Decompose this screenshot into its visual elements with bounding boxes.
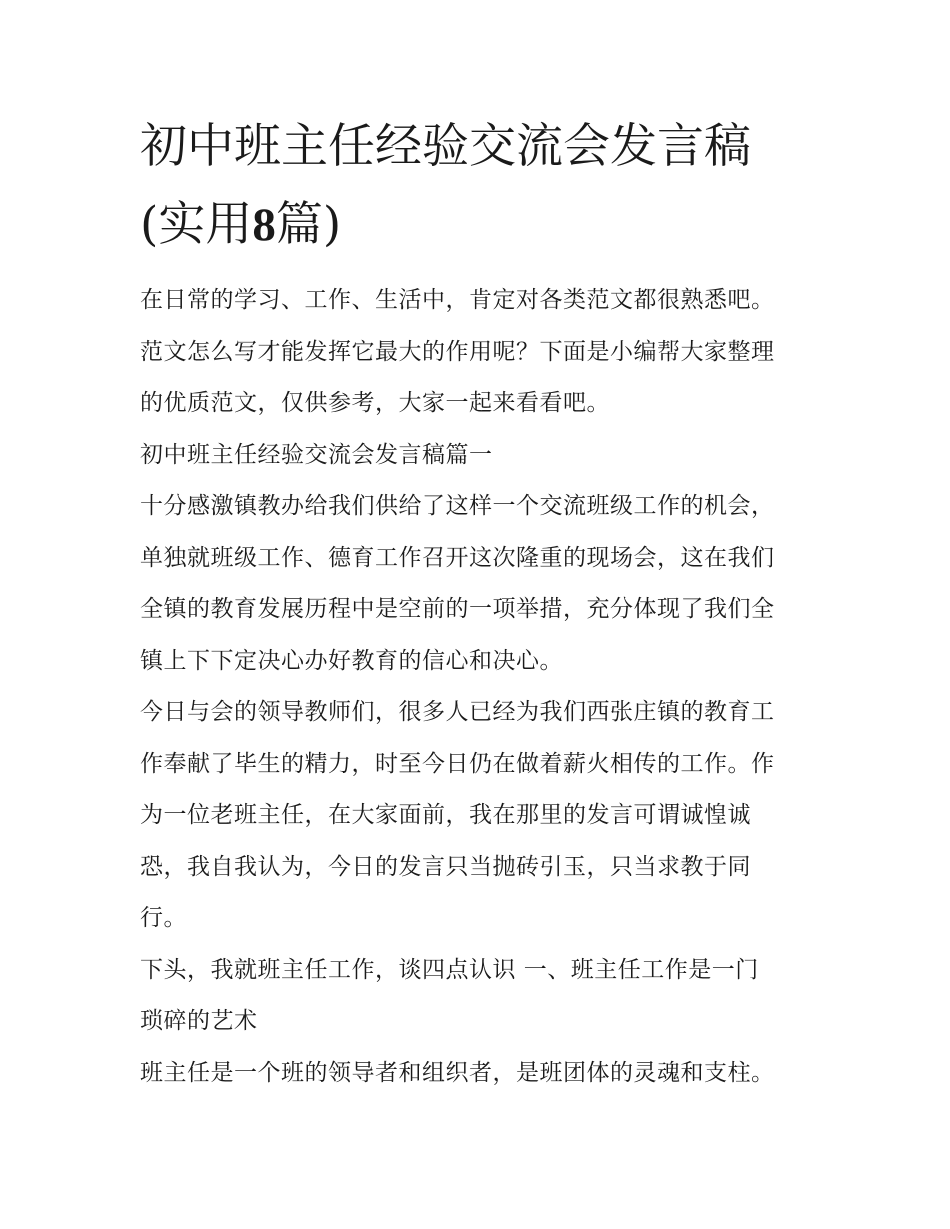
title-line-2-number: 8: [252, 199, 276, 251]
title-line-2-open: (实用: [140, 197, 253, 252]
text-line: 下头，我就班主任工作，谈四点认识 一、班主任工作是一门: [140, 956, 759, 983]
title-line-2-close: 篇): [275, 197, 342, 252]
title-line-1: 初中班主任经验交流会发言稿: [140, 119, 751, 174]
text-line: 十分感激镇教办给我们供给了这样一个交流班级工作的机会，: [140, 493, 775, 519]
paragraph: [140, 1048, 830, 1100]
paragraph: [140, 481, 830, 687]
paragraph: [140, 687, 830, 945]
text-line: 的优质范文，仅供参考，大家一起来看看吧。: [140, 390, 610, 416]
text-line: 全镇的教育发展历程中是空前的一项举措，充分体现了我们全: [140, 596, 775, 622]
document-title: [140, 108, 830, 264]
text-line: 作奉献了毕生的精力，时至今日仍在做着薪火相传的工作。作: [140, 750, 775, 777]
paragraph: [140, 430, 830, 482]
text-line: 初中班主任经验交流会发言稿篇一: [140, 441, 493, 468]
text-line: 镇上下下定决心办好教育的信心和决心。: [140, 647, 563, 674]
paragraph: [140, 275, 830, 430]
text-line: 琐碎的艺术: [140, 1008, 258, 1034]
text-line: 班主任是一个班的领导者和组织者，是班团体的灵魂和支柱。: [140, 1059, 775, 1086]
text-line: 今日与会的领导教师们，很多人已经为我们西张庄镇的教育工: [140, 699, 775, 725]
paragraph: [140, 945, 830, 1048]
text-line: 为一位老班主任，在大家面前，我在那里的发言可谓诚惶诚: [140, 802, 751, 828]
text-line: 在日常的学习、工作、生活中，肯定对各类范文都很熟悉吧。: [140, 287, 775, 313]
document-body: [140, 275, 830, 1099]
text-line: 单独就班级工作、德育工作召开这次隆重的现场会，这在我们: [140, 544, 775, 571]
text-line: 行。: [140, 905, 187, 931]
text-line: 范文怎么写才能发挥它最大的作用呢？下面是小编帮大家整理: [140, 338, 775, 365]
text-line: 恐，我自我认为，今日的发言只当抛砖引玉，只当求教于同: [140, 853, 751, 880]
